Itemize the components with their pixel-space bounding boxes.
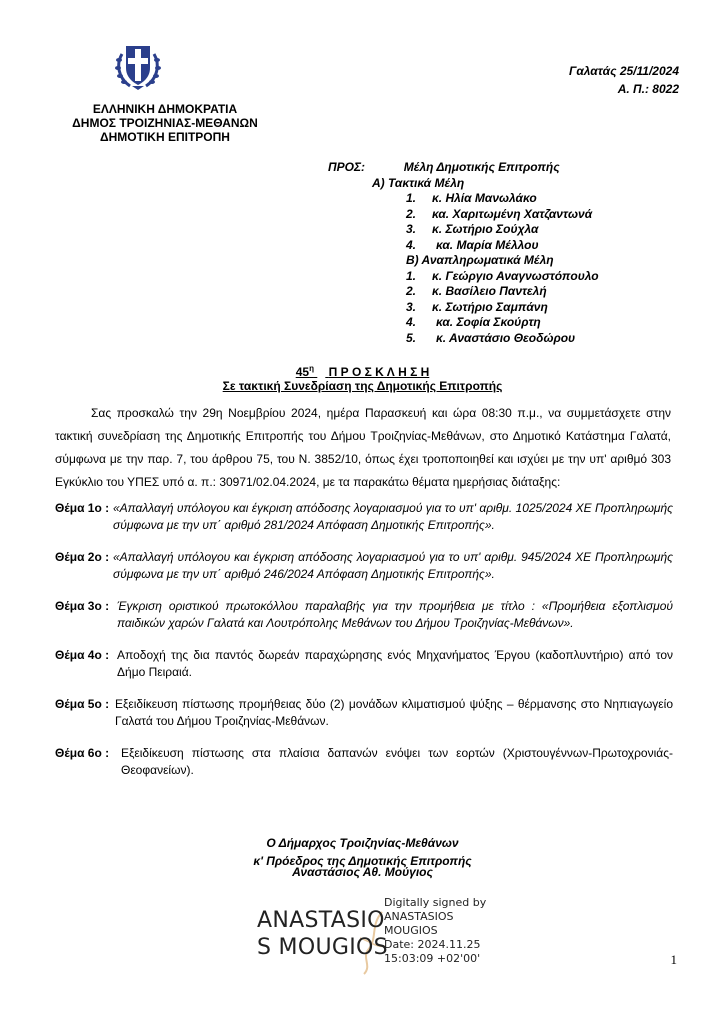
topic-label: Θέμα 5ο : [55, 697, 110, 711]
signature-detail-line: MOUGIOS [384, 924, 438, 937]
agenda-topic-4 [55, 647, 675, 687]
signature-detail-line: ANASTASIOS [384, 910, 454, 923]
invitation-number: 45 [295, 365, 310, 379]
header-line-municipality: ΔΗΜΟΣ ΤΡΟΙΖΗΝΙΑΣ-ΜΕΘΑΝΩΝ [72, 116, 258, 130]
issuer-header [60, 102, 270, 144]
to-line [328, 160, 668, 176]
recipients-block [328, 160, 668, 346]
topic-label: Θέμα 1ο : [55, 501, 110, 515]
list-item: 1. κ. Ηλία Μανωλάκο [406, 191, 537, 205]
topic-label: Θέμα 2ο : [55, 550, 110, 564]
list-item: 3. κ. Σωτήριο Σούχλα [406, 222, 539, 236]
signature-detail-line: 15:03:09 +02'00' [384, 952, 481, 965]
invitation-heading: Π Ρ Ο Σ Κ Λ Η Σ Η [328, 365, 430, 379]
header-line-committee: ΔΗΜΟΤΙΚΗ ΕΠΙΤΡΟΠΗ [100, 130, 230, 144]
topic-text: «Απαλλαγή υπόλογου και έγκριση απόδοσης λογαριασμού για το υπ' αριθμ. 945/2024 ΧΕ Προπληρωμής σύμφωνα με την υπ΄ αριθμό 246/2024 Απόφαση Δημοτικής Επιτροπής». [113, 550, 673, 581]
agenda-topic-5 [55, 696, 675, 736]
topic-text: Εξειδίκευση πίστωσης προμήθειας δύο (2) μονάδων κλιματισμού ψύξης – θέρμανσης στο Νηπιαγωγείο Γαλατά του Δήμου Τροιζηνίας-Μεθάνων. [115, 697, 673, 728]
page-number: 1 [670, 952, 677, 967]
to-value: Μέλη Δημοτικής Επιτροπής [403, 160, 560, 174]
greek-coat-of-arms-icon [112, 38, 164, 92]
signer-name-line1: ANASTASIO [257, 908, 385, 933]
header-line-republic: ΕΛΛΗΝΙΚΗ ΔΗΜΟΚΡΑΤΙΑ [92, 102, 238, 116]
invitation-title-block [0, 362, 725, 393]
invitation-title [0, 362, 725, 379]
list-item: 4. κα. Σοφία Σκούρτη [406, 315, 541, 329]
list-item: 3. κ. Σωτήριο Σαμπάνη [406, 299, 548, 314]
digital-signature-stamp [257, 893, 527, 983]
signature-detail-line: Digitally signed by [384, 896, 487, 909]
list-item: 4. κα. Μαρία Μέλλου [406, 237, 539, 252]
list-item: 2. κα. Χαριτωμένη Χατζαντωνά [406, 206, 593, 221]
signature-details [384, 896, 486, 966]
topic-text: Αποδοχή της δια παντός δωρεάν παραχώρησης ενός Μηχανήματος Έργου (καδοπλυντήριο) από τον Δήμο Πειραιά. [117, 648, 673, 679]
agenda-topic-6 [55, 745, 675, 785]
signatory-name: Αναστάσιος Αθ. Μούγιος [292, 865, 433, 879]
topic-text: «Απαλλαγή υπόλογου και έγκριση απόδοσης λογαριασμού για το υπ' αριθμ. 1025/2024 ΧΕ Προπληρωμής σύμφωνα με την υπ΄ αριθμό 281/2024 Απόφαση Δημοτικής Επιτροπής». [113, 501, 673, 532]
intro-paragraph: Σας προσκαλώ την 29η Νοεμβρίου 2024, ημέρα Παρασκευή και ώρα 08:30 π.μ., να συμμετάσχετε στην τακτική συνεδρίαση της Δημοτικής Επιτροπής του Δήμου Τροιζηνίας-Μεθάνων, στο Δημοτικό Κατάστημα Γαλατά, σύμφωνα με την παρ. 7, του άρθρου 75, του Ν. 3852/10, όπως έχει τροποποιηθεί και ισχύει με την υπ' αριθμό 303 Εγκύκλιο του ΥΠΕΣ υπό α. π.: 30971/02.04.2024, με τα παρακάτω θέματα ημερήσιας διάταξης: [55, 406, 671, 489]
signature-detail-line: Date: 2024.11.25 [384, 938, 481, 951]
agenda-topic-3 [55, 598, 675, 638]
to-label: ΠΡΟΣ: [328, 160, 366, 174]
signature-title-line2: κ' Πρόεδρος της Δημοτικής Επιτροπής [253, 854, 472, 868]
topic-label: Θέμα 3ο : [55, 599, 110, 613]
signer-name [257, 907, 388, 961]
protocol-number: Α. Π.: 8022 [617, 82, 679, 96]
signer-name-line2: S MOUGIOS [257, 935, 388, 960]
invitation-number-suffix: η [309, 364, 314, 373]
list-item: 5. κ. Αναστάσιο Θεοδώρου [406, 330, 576, 345]
date-protocol-block [569, 62, 679, 98]
topic-label: Θέμα 6ο : [55, 746, 110, 760]
agenda-topic-1 [55, 500, 675, 540]
document-date: Γαλατάς 25/11/2024 [569, 64, 679, 78]
invitation-subtitle: Σε τακτική Συνεδρίαση της Δημοτικής Επιτροπής [222, 379, 503, 393]
signature-title-line1: Ο Δήμαρχος Τροιζηνίας-Μεθάνων [266, 836, 459, 850]
list-item: 1. κ. Γεώργιο Αναγνωστόπουλο [406, 268, 599, 283]
agenda-topic-2 [55, 549, 675, 589]
alternate-members-heading: Β) Αναπληρωματικά Μέλη [406, 253, 554, 267]
topic-label: Θέμα 4ο : [55, 648, 110, 662]
list-item: 2. κ. Βασίλειο Παντελή [406, 284, 547, 298]
regular-members-heading: Α) Τακτικά Μέλη [372, 175, 465, 190]
topic-text: Εξειδίκευση πίστωσης στα πλαίσια δαπανών ενόψει των εορτών (Χριστουγέννων-Πρωτοχρονιάς-Θεοφανείων). [121, 746, 673, 777]
topic-text: Έγκριση οριστικού πρωτοκόλλου παραλαβής για την προμήθεια με τίτλο : «Προμήθεια εξοπλισμού παιδικών χαρών Γαλατά και Λουτρόπολης Μεθάνων του Δήμου Τροιζηνίας-Μεθάνων». [117, 599, 673, 630]
